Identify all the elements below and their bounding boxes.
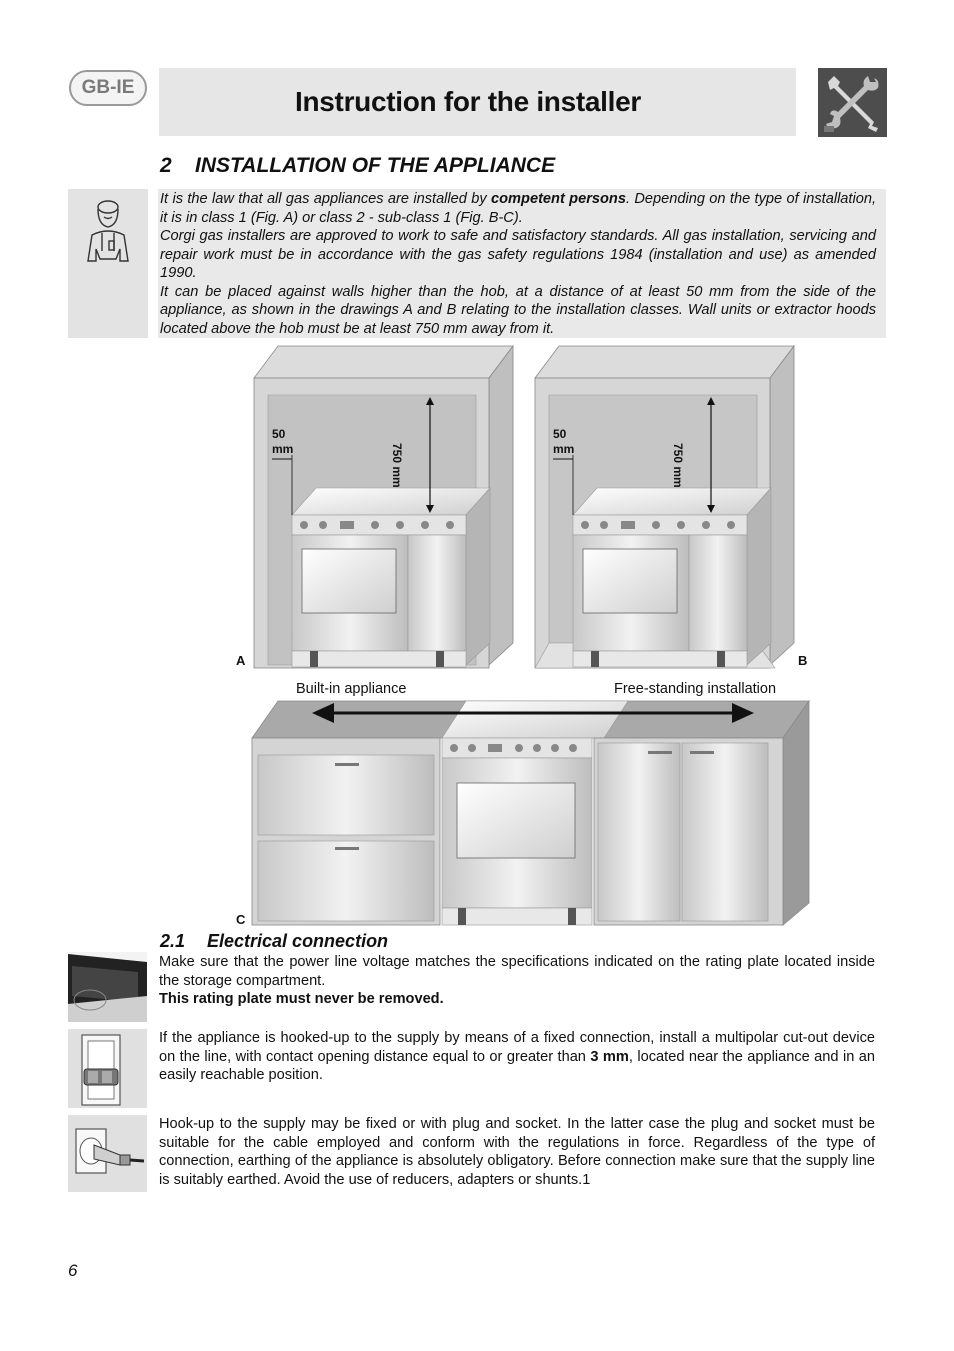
page-number: 6 xyxy=(68,1261,78,1280)
country-badge: GB-IE xyxy=(69,70,147,106)
paragraph-rating-plate xyxy=(159,953,875,1009)
rating-plate-icon xyxy=(68,952,147,1022)
intro-paragraph-3: It can be placed against walls higher than the hob, at a distance of at least 50 mm from the side of the appliance, as shown in the drawings A and B relating to the installation classes. Wall units or extractor hoods located above the hob must be at least 750 mm away from it. xyxy=(160,283,876,337)
figure-a-drawing xyxy=(254,346,513,668)
page-title: Instruction for the installer xyxy=(295,86,642,117)
dim-50-b: 50 mm xyxy=(553,427,575,456)
installer-person-icon xyxy=(68,189,148,338)
intro-paragraph-2: Corgi gas installers are approved to work to safe and satisfactory standards. All gas installation, servicing and repair work must be in accordance with the gas safety regulations 1984 (installation and use) as amended 1990. xyxy=(160,228,876,281)
section-heading xyxy=(160,154,555,178)
paragraph-plug-socket: Hook-up to the supply may be fixed or with plug and socket. In the latter case the plug and socket must be suitable for the cable employed and conform with the regulations in force. Regardless of the type of connection, earthing of the appliance is absolutely obligatory. Before connection make sure that the supply line is suitably earthed. Avoid the use of reducers, adapters or shunts.1 xyxy=(159,1116,875,1188)
section-title: INSTALLATION OF THE APPLIANCE xyxy=(195,154,556,177)
subsection-title: Electrical connection xyxy=(207,931,389,951)
switch-icon xyxy=(68,1029,147,1108)
installation-figures xyxy=(230,343,820,938)
contact-distance-bold: 3 mm xyxy=(590,1048,629,1065)
subsection-heading xyxy=(160,931,388,952)
figure-label-c: C xyxy=(236,912,246,927)
dim-750-a: 750 mm xyxy=(390,443,404,488)
figure-c-drawing xyxy=(252,701,809,925)
figure-label-b: B xyxy=(798,653,808,668)
rating-plate-warning: This rating plate must never be removed. xyxy=(159,991,444,1008)
dim-750-b: 750 mm xyxy=(671,443,685,488)
tools-icon xyxy=(818,68,887,137)
competent-persons-bold: competent persons xyxy=(491,191,626,207)
caption-free-standing: Free-standing installation xyxy=(614,681,777,697)
intro-paragraph-1: It is the law that all gas appliances are installed by competent persons. Depending on the type of installation, it is in class 1 (Fig. A) or class 2 - sub-class 1 (Fig. B-C). xyxy=(160,191,877,226)
dim-50-a: 50 mm xyxy=(272,427,294,456)
plug-socket-icon xyxy=(68,1115,147,1192)
subsection-number: 2.1 xyxy=(160,931,186,951)
paragraph-fixed-connection: If the appliance is hooked-up to the supply by means of a fixed connection, install a multipolar cut-out device on the line, with contact opening distance equal to or greater than 3 mm, located near the appliance and in an easily reachable position. xyxy=(159,1030,875,1084)
figure-b-drawing xyxy=(535,346,794,668)
rating-plate-text: Make sure that the power line voltage matches the specifications indicated on the rating plate located inside the storage compartment. xyxy=(159,954,875,989)
section-number: 2 xyxy=(160,154,172,177)
figure-label-a: A xyxy=(236,653,246,668)
caption-built-in: Built-in appliance xyxy=(296,681,407,697)
intro-text xyxy=(160,190,876,338)
